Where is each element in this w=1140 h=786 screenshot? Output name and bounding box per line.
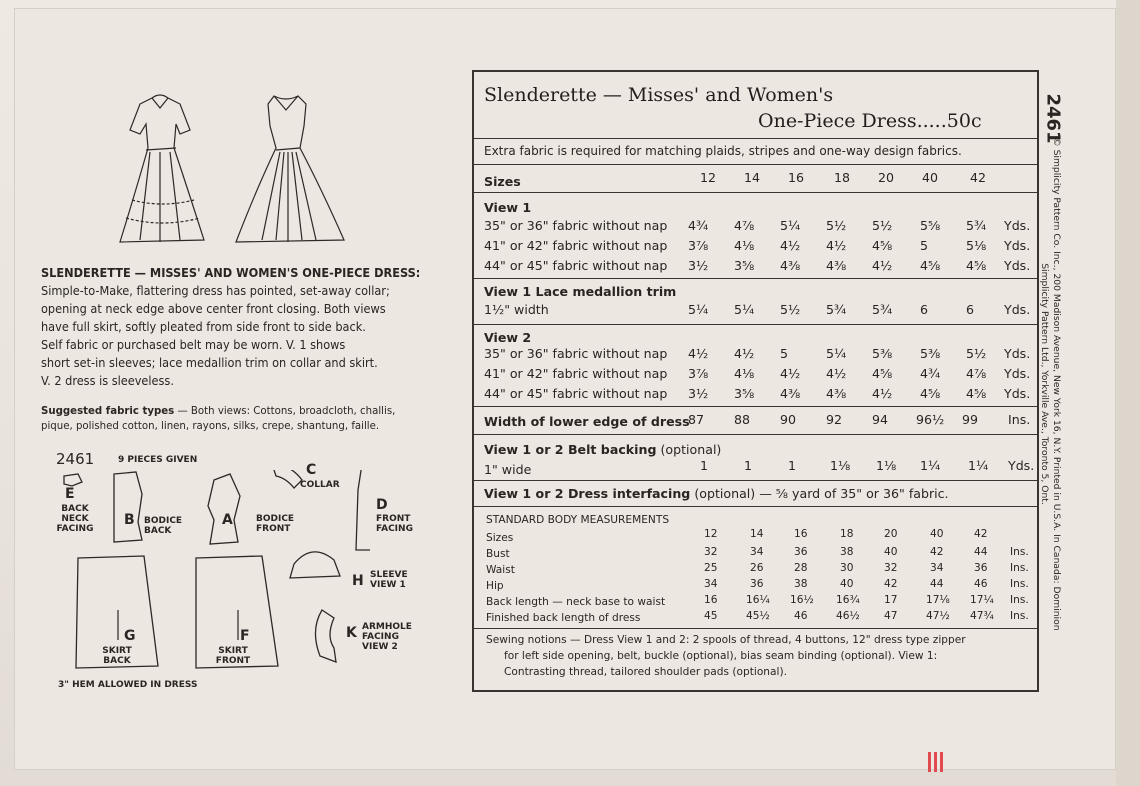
row-label: 41" or 42" fabric without nap	[484, 238, 668, 253]
cell: 40	[930, 528, 944, 540]
cell: 46½	[836, 610, 860, 622]
belt-label: View 1 or 2 Belt backing	[484, 442, 657, 457]
size-cell: 12	[700, 170, 717, 185]
cell: 5⅝	[920, 218, 941, 233]
row-label: 35" or 36" fabric without nap	[484, 346, 668, 361]
piece-f-letter: F	[240, 628, 250, 644]
cell: 16	[704, 594, 718, 606]
description-line: Simple-to-Make, flattering dress has pointed, set-away collar;	[41, 283, 390, 298]
piece-k-letter: K	[346, 625, 357, 641]
cell: 4½	[826, 366, 847, 381]
piece-c-shape	[272, 470, 302, 488]
cell: 4⅝	[920, 386, 941, 401]
cell: 1¼	[968, 458, 989, 473]
cell: 5¼	[826, 346, 847, 361]
row-label: Bust	[486, 548, 510, 560]
piece-b-label: BODICE BACK	[144, 516, 183, 536]
cell: 5¾	[872, 302, 893, 317]
unit: Yds.	[1004, 302, 1031, 317]
cell: 28	[794, 562, 808, 574]
unit: Ins.	[1008, 412, 1031, 427]
chart-title-2: One-Piece Dress.....50c	[758, 110, 982, 132]
cell: 47	[884, 610, 898, 622]
cell: 5½	[872, 218, 893, 233]
unit: Yds.	[1004, 366, 1031, 381]
side-column	[1038, 72, 1066, 692]
cell: 1	[744, 458, 753, 473]
cell: 4⅛	[734, 366, 755, 381]
piece-c-letter: C	[306, 462, 317, 478]
cell: 40	[840, 578, 854, 590]
cell: 4⅝	[966, 386, 987, 401]
cell: 42	[884, 578, 898, 590]
row-label: Hip	[486, 580, 504, 592]
red-stamp-mark	[928, 752, 946, 772]
cell: 5	[920, 238, 929, 253]
size-cell: 18	[834, 170, 851, 185]
cell: 38	[794, 578, 808, 590]
cell: 42	[974, 528, 988, 540]
cell: 4⅝	[920, 258, 941, 273]
cell: 3⅞	[688, 366, 709, 381]
piece-k-label: ARMHOLE FACING VIEW 2	[362, 622, 412, 652]
piece-d-shape	[356, 470, 370, 550]
cell: 32	[884, 562, 898, 574]
cell: 4½	[734, 346, 755, 361]
description-heading: SLENDERETTE — MISSES' AND WOMEN'S ONE-PIECE DRESS:	[41, 265, 421, 280]
dress-illustrations	[110, 90, 360, 250]
cell: 1	[788, 458, 797, 473]
notions-line: Sewing notions — Dress View 1 and 2: 2 spools of thread, 4 buttons, 12" dress type zipper	[486, 634, 966, 646]
copyright-caption: © Simplicity Pattern Co. Inc., 200 Madison Avenue, New York 16, N.Y. Printed in U.S.A. In Canada: Dominion Simplicity Pattern Ltd., Yorkville Ave., Toronto 5, Ont.	[1039, 137, 1062, 631]
cell: 34	[704, 578, 718, 590]
cell: 4⅜	[826, 258, 847, 273]
cell: 4⅞	[734, 218, 755, 233]
cell: 20	[884, 528, 898, 540]
size-cell: 42	[970, 170, 987, 185]
pieces-number: 2461	[56, 450, 95, 468]
piece-a-label: BODICE FRONT	[256, 514, 295, 534]
cell: 3⅝	[734, 386, 755, 401]
row-label: 35" or 36" fabric without nap	[484, 218, 668, 233]
cell: 45½	[746, 610, 770, 622]
unit: Yds.	[1004, 218, 1031, 233]
row-label: 1½" width	[484, 302, 549, 317]
notions-line: for left side opening, belt, buckle (optional), bias seam binding (optional). View 1:	[504, 650, 938, 662]
piece-f-label: SKIRT FRONT	[215, 646, 251, 666]
unit: Ins.	[1010, 610, 1029, 622]
suggested-label: Suggested fabric types	[41, 406, 175, 417]
cell: 4½	[872, 386, 893, 401]
cell: 4⅝	[872, 366, 893, 381]
interfacing-row	[484, 486, 949, 501]
row-label: 44" or 45" fabric without nap	[484, 386, 668, 401]
cell: 5½	[966, 346, 987, 361]
cell: 26	[750, 562, 764, 574]
cell: 4¾	[920, 366, 941, 381]
interfacing-text: (optional) — ⅝ yard of 35" or 36" fabric.	[694, 486, 949, 501]
cell: 4⅞	[966, 366, 987, 381]
piece-h-shape	[290, 552, 340, 578]
cell: 90	[780, 412, 797, 427]
cell: 4⅜	[780, 258, 801, 273]
cell: 4½	[780, 238, 801, 253]
piece-e-shape	[64, 474, 82, 486]
description-line: opening at neck edge above center front closing. Both views	[41, 301, 386, 316]
cell: 5½	[826, 218, 847, 233]
cell: 36	[750, 578, 764, 590]
row-label: Back length — neck base to waist	[486, 596, 666, 608]
row-label: Finished back length of dress	[486, 612, 641, 624]
cell: 5½	[780, 302, 801, 317]
cell: 5⅜	[920, 346, 941, 361]
piece-e-label: BACK NECK FACING	[56, 504, 94, 534]
cell: 30	[840, 562, 854, 574]
cell: 3½	[688, 386, 709, 401]
cell: 16¼	[746, 594, 770, 606]
row-label: 41" or 42" fabric without nap	[484, 366, 668, 381]
notions-line: Contrasting thread, tailored shoulder pads (optional).	[504, 666, 787, 678]
piece-b-shape	[114, 472, 142, 542]
cell: 4⅜	[780, 386, 801, 401]
cell: 1⅛	[830, 458, 851, 473]
cell: 99	[962, 412, 979, 427]
cell: 5¼	[734, 302, 755, 317]
unit: Ins.	[1010, 594, 1029, 606]
unit: Yds.	[1004, 346, 1031, 361]
cell: 42	[930, 546, 944, 558]
cell: 38	[840, 546, 854, 558]
pieces-given: 9 PIECES GIVEN	[118, 455, 198, 465]
pattern-number-vertical: 2461	[1042, 93, 1064, 144]
cell: 17⅛	[926, 594, 950, 606]
cell: 3½	[688, 258, 709, 273]
cell: 16	[794, 528, 808, 540]
piece-g-label: SKIRT BACK	[102, 646, 132, 666]
cell: 4½	[826, 238, 847, 253]
cell: 3⅝	[734, 258, 755, 273]
cell: 4⅝	[966, 258, 987, 273]
cell: 46	[794, 610, 808, 622]
envelope-edge	[1116, 0, 1140, 786]
description-block	[41, 264, 436, 390]
cell: 34	[750, 546, 764, 558]
cell: 4⅜	[826, 386, 847, 401]
size-cell: 14	[744, 170, 761, 185]
cell: 17	[884, 594, 898, 606]
cell: 88	[734, 412, 751, 427]
row-label: 1" wide	[484, 462, 532, 477]
cell: 1⅛	[876, 458, 897, 473]
size-cell: 20	[878, 170, 895, 185]
cell: 16¾	[836, 594, 860, 606]
piece-e-letter: E	[65, 486, 75, 502]
cell: 16½	[790, 594, 814, 606]
cell: 5	[780, 346, 789, 361]
cell: 4⅝	[872, 238, 893, 253]
description-line: V. 2 dress is sleeveless.	[41, 373, 174, 388]
cell: 36	[794, 546, 808, 558]
row-label: 44" or 45" fabric without nap	[484, 258, 668, 273]
description-line: Self fabric or purchased belt may be worn. V. 1 shows	[41, 337, 346, 352]
unit: Yds.	[1008, 458, 1035, 473]
piece-k-shape	[315, 610, 336, 662]
cell: 4¾	[688, 218, 709, 233]
cell: 3⅞	[688, 238, 709, 253]
cell: 92	[826, 412, 843, 427]
cell: 5¾	[966, 218, 987, 233]
cell: 36	[974, 562, 988, 574]
cell: 6	[920, 302, 929, 317]
cell: 44	[974, 546, 988, 558]
cell: 1¼	[920, 458, 941, 473]
piece-g-letter: G	[124, 628, 136, 644]
sizes-label: Sizes	[484, 174, 521, 189]
cell: 5¾	[826, 302, 847, 317]
cell: 40	[884, 546, 898, 558]
cell: 12	[704, 528, 718, 540]
unit: Yds.	[1004, 386, 1031, 401]
cell: 4⅛	[734, 238, 755, 253]
cell: 87	[688, 412, 705, 427]
cell: 4½	[872, 258, 893, 273]
cell: 25	[704, 562, 718, 574]
suggested-text-2: pique, polished cotton, linen, rayons, silks, crepe, shantung, faille.	[41, 421, 380, 432]
cell: 47¾	[970, 610, 994, 622]
piece-d-label: FRONT FACING	[376, 514, 413, 534]
cell: 4½	[780, 366, 801, 381]
cell: 4½	[688, 346, 709, 361]
description-line: short set-in sleeves; lace medallion trim on collar and skirt.	[41, 355, 378, 370]
unit: Ins.	[1010, 562, 1029, 574]
hem-note: 3" HEM ALLOWED IN DRESS	[58, 680, 198, 690]
belt-optional: (optional)	[660, 442, 722, 457]
dress-view-1	[120, 95, 204, 242]
piece-a-letter: A	[222, 512, 233, 528]
cell: 1	[700, 458, 709, 473]
size-cell: 16	[788, 170, 805, 185]
body-heading: STANDARD BODY MEASUREMENTS	[486, 514, 670, 526]
belt-heading	[484, 442, 721, 457]
unit: Yds.	[1004, 258, 1031, 273]
view1-label: View 1	[484, 200, 532, 215]
cell: 5⅛	[966, 238, 987, 253]
cell: 96½	[916, 412, 945, 427]
cell: 5¼	[780, 218, 801, 233]
suggested-text: — Both views: Cottons, broadcloth, challis,	[174, 406, 396, 417]
cell: 17¼	[970, 594, 994, 606]
unit: Ins.	[1010, 578, 1029, 590]
row-label: Sizes	[486, 532, 514, 544]
suggested-fabrics	[41, 404, 436, 434]
row-label: Waist	[486, 564, 515, 576]
piece-a-shape	[208, 474, 240, 544]
cell: 46	[974, 578, 988, 590]
piece-d-letter: D	[376, 497, 388, 513]
cell: 34	[930, 562, 944, 574]
chart-title-1: Slenderette — Misses' and Women's	[484, 84, 834, 106]
cell: 44	[930, 578, 944, 590]
piece-h-letter: H	[352, 573, 364, 589]
cell: 6	[966, 302, 975, 317]
cell: 5⅜	[872, 346, 893, 361]
description-line: have full skirt, softly pleated from side front to side back.	[41, 319, 366, 334]
cell: 14	[750, 528, 764, 540]
unit: Yds.	[1004, 238, 1031, 253]
size-cell: 40	[922, 170, 939, 185]
cell: 94	[872, 412, 889, 427]
cell: 18	[840, 528, 854, 540]
piece-c-label: COLLAR	[300, 480, 340, 490]
dress-view-2	[236, 96, 344, 242]
row-label: Width of lower edge of dress	[484, 414, 690, 429]
view2-label: View 2	[484, 330, 532, 345]
lace-label: View 1 Lace medallion trim	[484, 284, 677, 299]
interfacing-label: View 1 or 2 Dress interfacing	[484, 486, 691, 501]
cell: 45	[704, 610, 718, 622]
cell: 5¼	[688, 302, 709, 317]
extra-fabric-note: Extra fabric is required for matching plaids, stripes and one-way design fabrics.	[484, 144, 962, 158]
piece-b-letter: B	[124, 512, 135, 528]
unit: Ins.	[1010, 546, 1029, 558]
piece-h-label: SLEEVE VIEW 1	[370, 570, 408, 590]
yardage-chart	[472, 70, 1039, 692]
cell: 32	[704, 546, 718, 558]
cell: 47½	[926, 610, 950, 622]
